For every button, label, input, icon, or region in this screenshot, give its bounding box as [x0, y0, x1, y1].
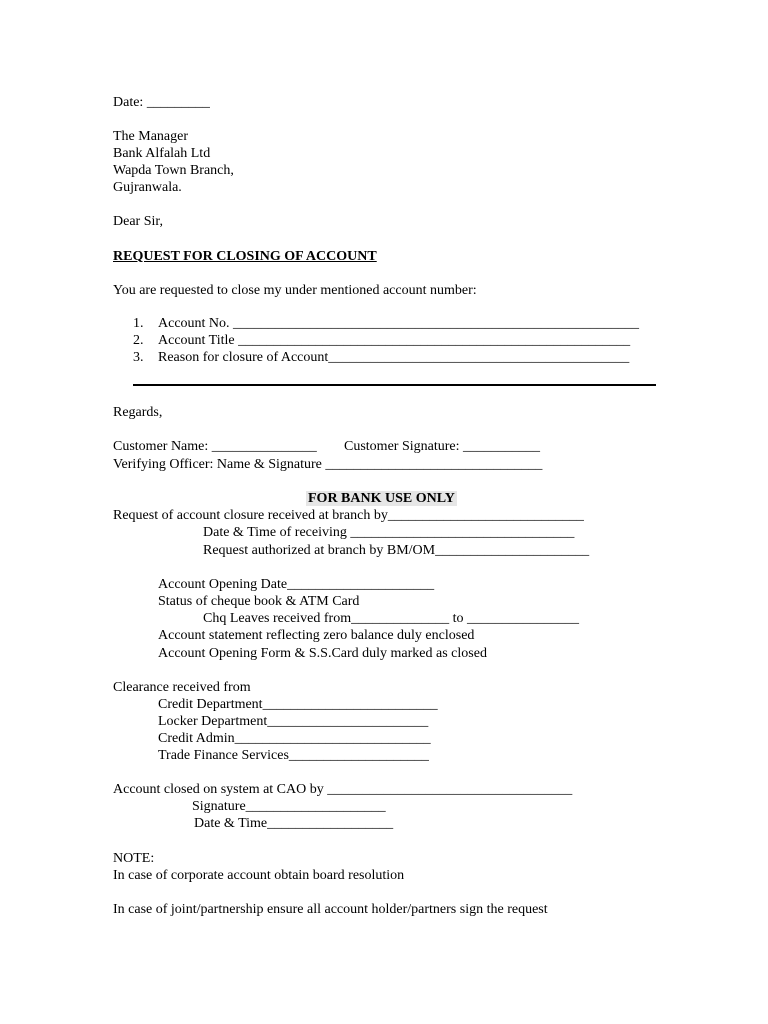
cheque-status-label: Status of cheque book & ATM Card	[158, 594, 360, 609]
closed-on-system-field: Account closed on system at CAO by ___________________________________	[113, 782, 573, 797]
opening-form-line: Account Opening Form & S.S.Card duly marked as closed	[158, 646, 487, 661]
note-corporate: In case of corporate account obtain board resolution	[113, 868, 405, 883]
trade-finance-field: Trade Finance Services____________________	[158, 748, 429, 763]
recipient-line-2: Bank Alfalah Ltd	[113, 146, 211, 161]
statement-line: Account statement reflecting zero balance duly enclosed	[158, 628, 475, 643]
credit-department-field: Credit Department_________________________	[158, 697, 438, 712]
note-joint: In case of joint/partnership ensure all account holder/partners sign the request	[113, 902, 548, 917]
list-item	[133, 315, 639, 332]
customer-signature-field: Customer Signature: ___________	[344, 439, 540, 454]
account-details-list	[133, 315, 639, 366]
chq-leaves-field: Chq Leaves received from______________ to ________________	[203, 611, 579, 626]
closure-reason-field: Reason for closure of Account___________________________________________	[158, 350, 630, 365]
date-line: Date: _________	[113, 95, 210, 110]
opening-date-field: Account Opening Date_____________________	[158, 577, 435, 592]
locker-department-field: Locker Department_______________________	[158, 714, 429, 729]
regards: Regards,	[113, 405, 163, 420]
list-item	[133, 349, 639, 366]
verifying-officer-field: Verifying Officer: Name & Signature _______________________________	[113, 457, 543, 472]
list-item	[133, 332, 639, 349]
horizontal-divider	[133, 384, 656, 386]
bank-use-heading: FOR BANK USE ONLY	[308, 491, 455, 506]
customer-name-field: Customer Name: _______________	[113, 439, 317, 454]
item-number: 1.	[133, 316, 144, 331]
account-no-field: Account No. __________________________________________________________	[158, 316, 640, 331]
clearance-heading: Clearance received from	[113, 680, 251, 695]
date-time-field: Date & Time__________________	[194, 816, 394, 831]
item-number: 3.	[133, 350, 144, 365]
credit-admin-field: Credit Admin____________________________	[158, 731, 431, 746]
account-title-field: Account Title ________________________________________________________	[158, 333, 631, 348]
item-number: 2.	[133, 333, 144, 348]
subject-heading: REQUEST FOR CLOSING OF ACCOUNT	[113, 249, 377, 264]
signature-field: Signature____________________	[192, 799, 386, 814]
received-by-field: Request of account closure received at branch by____________________________	[113, 508, 584, 523]
recipient-line-1: The Manager	[113, 129, 189, 144]
authorized-by-field: Request authorized at branch by BM/OM______________________	[203, 543, 590, 558]
salutation: Dear Sir,	[113, 214, 163, 229]
note-heading: NOTE:	[113, 851, 155, 866]
date-time-receiving-field: Date & Time of receiving ________________________________	[203, 525, 575, 540]
intro-text: You are requested to close my under mentioned account number:	[113, 283, 477, 298]
recipient-line-4: Gujranwala.	[113, 180, 182, 195]
recipient-line-3: Wapda Town Branch,	[113, 163, 234, 178]
